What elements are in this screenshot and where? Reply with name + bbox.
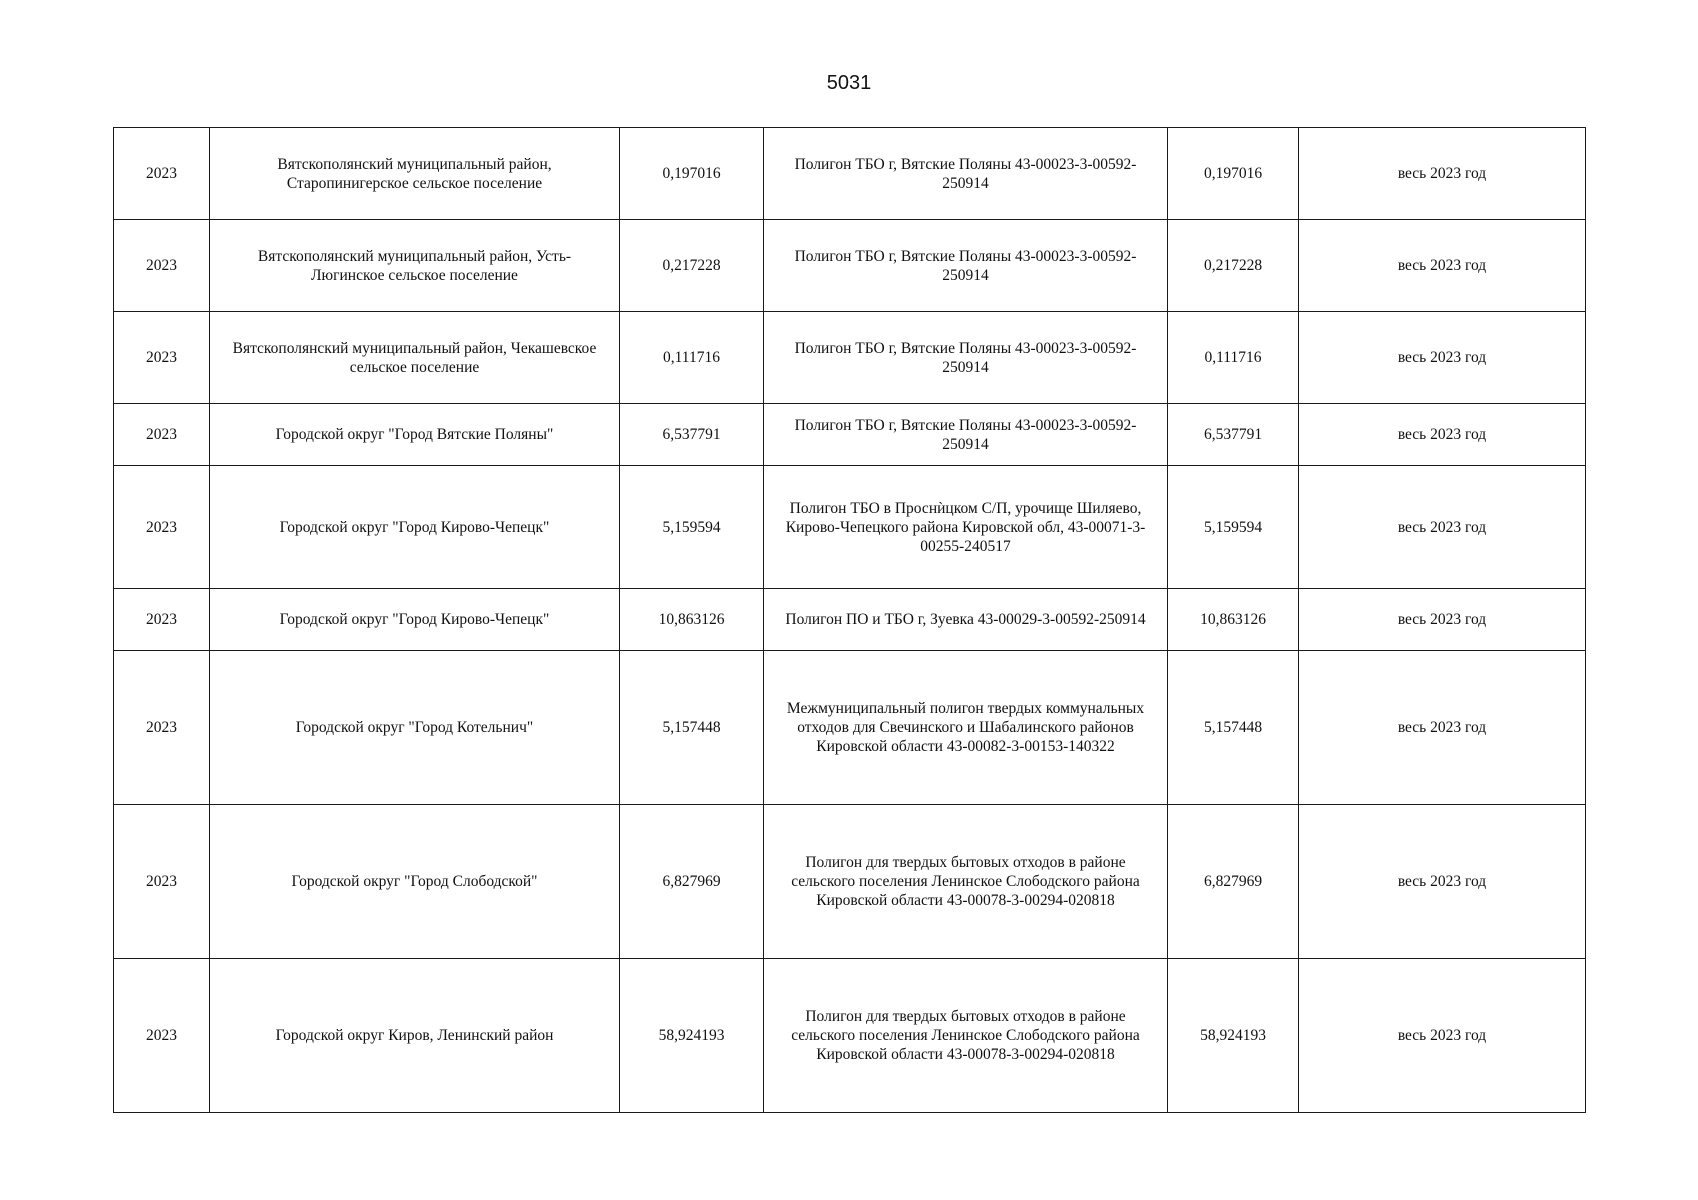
table-row: [114, 128, 1586, 220]
cell-volume: 0,217228: [620, 220, 764, 312]
table-row: [114, 589, 1586, 651]
table-row: [114, 959, 1586, 1113]
cell-landfill: Полигон для твердых бытовых отходов в районе сельского поселения Ленинское Слободского района Кировской области 43-00078-3-00294-020818: [764, 805, 1168, 959]
table-row: [114, 651, 1586, 805]
cell-landfill: Полигон для твердых бытовых отходов в районе сельского поселения Ленинское Слободского района Кировской области 43-00078-3-00294-020818: [764, 959, 1168, 1113]
cell-volume-placed: 5,159594: [1168, 466, 1299, 589]
cell-volume: 0,111716: [620, 312, 764, 404]
cell-year: 2023: [114, 466, 210, 589]
cell-volume-placed: 0,197016: [1168, 128, 1299, 220]
cell-period: весь 2023 год: [1299, 312, 1586, 404]
cell-period: весь 2023 год: [1299, 404, 1586, 466]
cell-volume: 10,863126: [620, 589, 764, 651]
cell-municipality: Городской округ "Город Вятские Поляны": [210, 404, 620, 466]
cell-volume-placed: 6,537791: [1168, 404, 1299, 466]
cell-municipality: Городской округ "Город Слободской": [210, 805, 620, 959]
cell-landfill: Полигон ТБО г, Вятские Поляны 43-00023-3-00592- 250914: [764, 220, 1168, 312]
cell-landfill: Полигон ТБО г, Вятские Поляны 43-00023-3-00592- 250914: [764, 128, 1168, 220]
cell-volume-placed: 10,863126: [1168, 589, 1299, 651]
table-row: [114, 220, 1586, 312]
table-row: [114, 312, 1586, 404]
cell-municipality: Вятскополянский муниципальный район, Чекашевское сельское поселение: [210, 312, 620, 404]
cell-volume-placed: 58,924193: [1168, 959, 1299, 1113]
page-number: 5031: [826, 72, 872, 94]
cell-volume-placed: 0,111716: [1168, 312, 1299, 404]
cell-year: 2023: [114, 589, 210, 651]
cell-period: весь 2023 год: [1299, 466, 1586, 589]
cell-period: весь 2023 год: [1299, 589, 1586, 651]
cell-landfill: Полигон ТБО г, Вятские Поляны 43-00023-3-00592- 250914: [764, 312, 1168, 404]
cell-year: 2023: [114, 220, 210, 312]
cell-municipality: Вятскополянский муниципальный район, Усть- Люгинское сельское поселение: [210, 220, 620, 312]
cell-period: весь 2023 год: [1299, 220, 1586, 312]
waste-registry-table: [113, 127, 1586, 1113]
cell-volume: 5,159594: [620, 466, 764, 589]
cell-volume: 0,197016: [620, 128, 764, 220]
cell-municipality: Городской округ "Город Кирово-Чепецк": [210, 589, 620, 651]
cell-volume-placed: 0,217228: [1168, 220, 1299, 312]
cell-municipality: Городской округ Киров, Ленинский район: [210, 959, 620, 1113]
cell-year: 2023: [114, 959, 210, 1113]
cell-municipality: Городской округ "Город Кирово-Чепецк": [210, 466, 620, 589]
cell-year: 2023: [114, 404, 210, 466]
cell-landfill: Полигон ТБО г, Вятские Поляны 43-00023-3-00592- 250914: [764, 404, 1168, 466]
cell-period: весь 2023 год: [1299, 805, 1586, 959]
cell-volume: 6,827969: [620, 805, 764, 959]
cell-volume-placed: 5,157448: [1168, 651, 1299, 805]
cell-year: 2023: [114, 651, 210, 805]
cell-landfill: Межмуниципальный полигон твердых коммунальных отходов для Свечинского и Шабалинского районов Кировской области 43-00082-3-00153-140322: [764, 651, 1168, 805]
cell-period: весь 2023 год: [1299, 959, 1586, 1113]
cell-volume: 58,924193: [620, 959, 764, 1113]
cell-municipality: Вятскополянский муниципальный район, Старопинигерское сельское поселение: [210, 128, 620, 220]
table-row: [114, 805, 1586, 959]
cell-volume: 5,157448: [620, 651, 764, 805]
table-row: [114, 404, 1586, 466]
cell-landfill: Полигон ТБО в Проснѝцком С/П, урочище Шиляево, Кирово-Чепецкого района Кировской обл, 43-00071-3- 00255-240517: [764, 466, 1168, 589]
cell-landfill: Полигон ПО и ТБО г, Зуевка 43-00029-3-00592-250914: [764, 589, 1168, 651]
cell-period: весь 2023 год: [1299, 128, 1586, 220]
cell-year: 2023: [114, 312, 210, 404]
cell-period: весь 2023 год: [1299, 651, 1586, 805]
cell-volume: 6,537791: [620, 404, 764, 466]
cell-year: 2023: [114, 128, 210, 220]
cell-year: 2023: [114, 805, 210, 959]
cell-municipality: Городской округ "Город Котельнич": [210, 651, 620, 805]
table-row: [114, 466, 1586, 589]
cell-volume-placed: 6,827969: [1168, 805, 1299, 959]
